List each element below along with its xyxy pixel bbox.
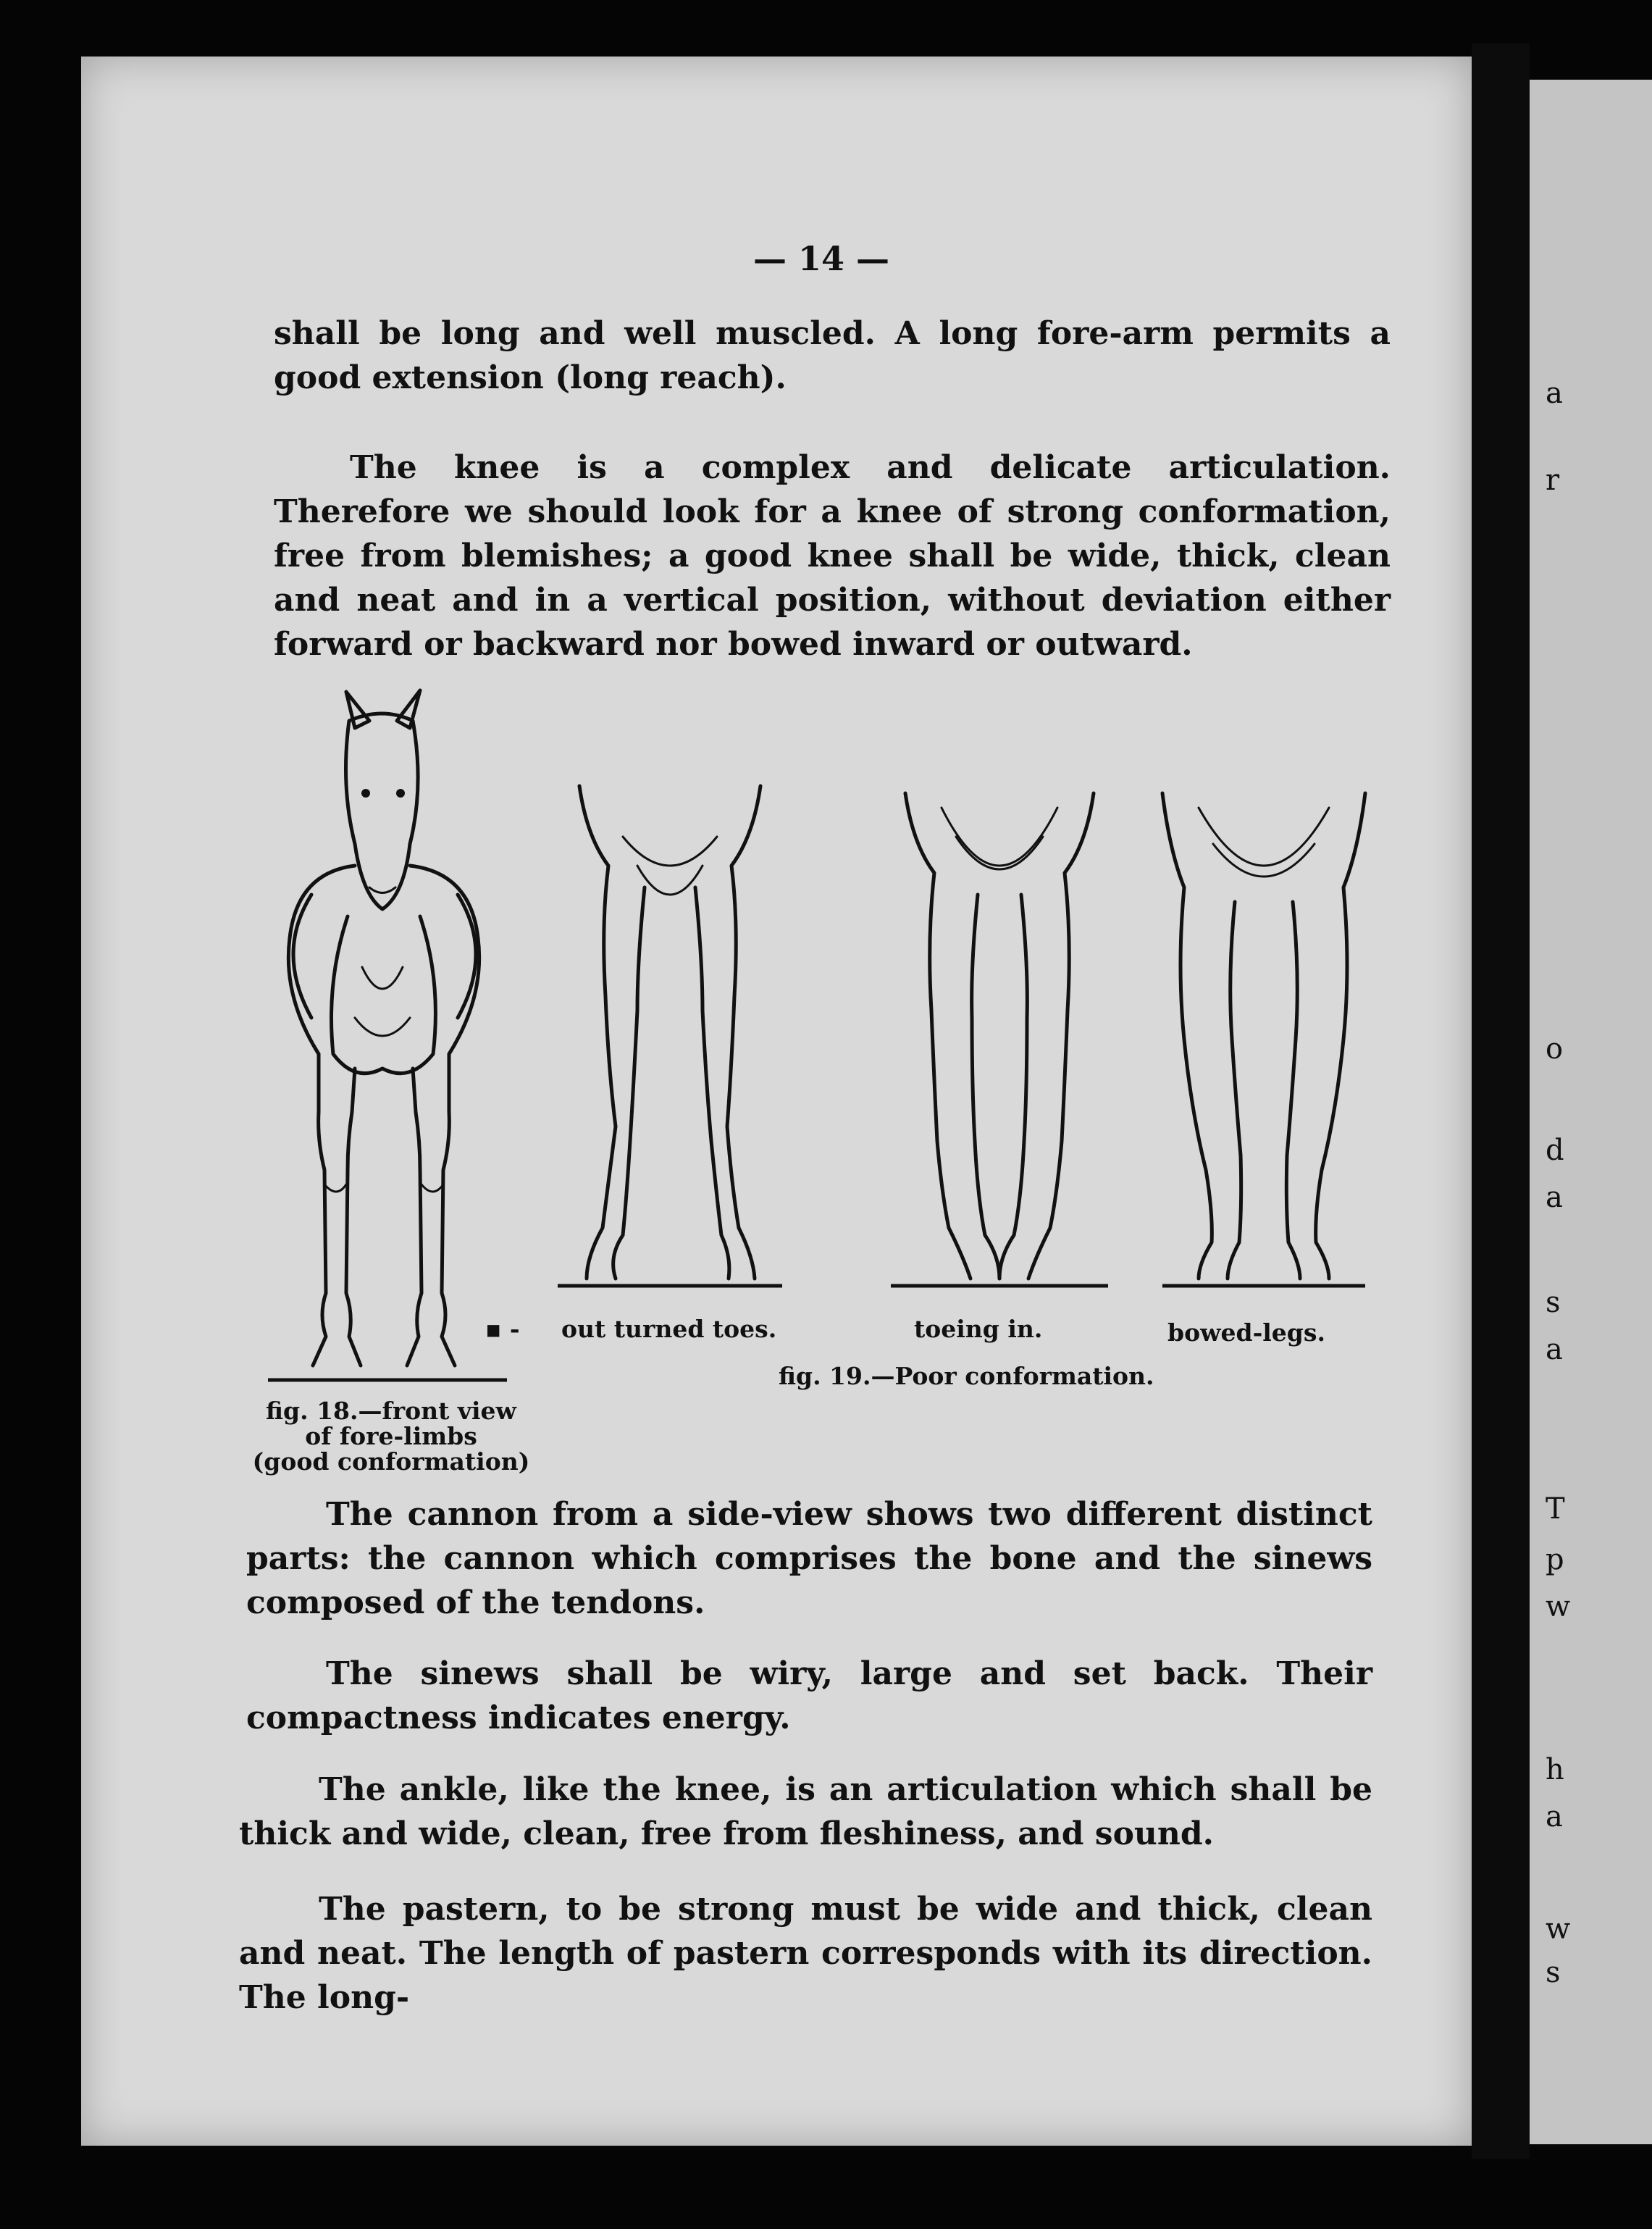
fig19-out-turned-toes-illustration [558,779,782,1300]
adjacent-page-fragment: T [1546,1492,1565,1526]
adjacent-page-fragment: a [1546,1800,1563,1833]
adjacent-page-fragment: a [1546,377,1563,410]
paragraph: The cannon from a side-view shows two different distinct parts: the cannon which comprises the bone and the sinews composed of the tendons. [246,1496,1372,1621]
fig19-label-marker: ▪ - [485,1315,520,1343]
paragraph: The sinews shall be wiry, large and set back. Their compactness indicates energy. [246,1655,1372,1736]
fig19-label-bowed: bowed-legs. [1167,1318,1325,1347]
fig19-toeing-in-illustration [891,779,1108,1300]
adjacent-page-fragment: w [1546,1590,1571,1623]
fig18-caption-line: fig. 18.—front view [266,1397,516,1425]
adjacent-page-fragment: r [1546,464,1560,497]
fig19-label-toeing-in: toeing in. [914,1315,1043,1343]
page-number: — 14 — [753,239,890,278]
fig19-bowed-legs-illustration [1148,779,1380,1300]
adjacent-page-fragment: s [1546,1956,1561,1989]
paragraph: The ankle, like the knee, is an articulation which shall be thick and wide, clean, free from fleshiness, and sound. [239,1771,1372,1852]
adjacent-page-fragment: w [1546,1912,1571,1946]
fig18-horse-front-illustration [268,677,507,1387]
paragraph: shall be long and well muscled. A long fore-arm permits a good extension (long reach). [274,315,1391,396]
fig19-caption: fig. 19.—Poor conformation. [779,1362,1154,1390]
adjacent-page-fragment: a [1546,1333,1563,1366]
adjacent-page-fragment: d [1546,1134,1564,1167]
fig19-label-out-turned: out turned toes. [561,1315,777,1343]
fig18-caption-line: (good conformation) [252,1447,530,1476]
adjacent-page-fragment: o [1546,1032,1564,1066]
fig18-caption-line: of fore-limbs [305,1422,477,1450]
adjacent-page-fragment: p [1546,1543,1564,1576]
book-spine [1472,43,1530,2159]
adjacent-page-fragment: h [1546,1753,1564,1786]
paragraph: The pastern, to be strong must be wide and thick, clean and neat. The length of pastern corresponds with its direction. The long- [239,1891,1372,2016]
paragraph: The knee is a complex and delicate articulation. Therefore we should look for a knee of strong conformation, free from blemishes; a good knee shall be wide, thick, clean and neat and in a vertical position, without deviation either forward or backward nor bowed inward or outward. [274,449,1391,663]
adjacent-page-fragment: a [1546,1181,1563,1214]
adjacent-page-fragment: s [1546,1286,1561,1319]
